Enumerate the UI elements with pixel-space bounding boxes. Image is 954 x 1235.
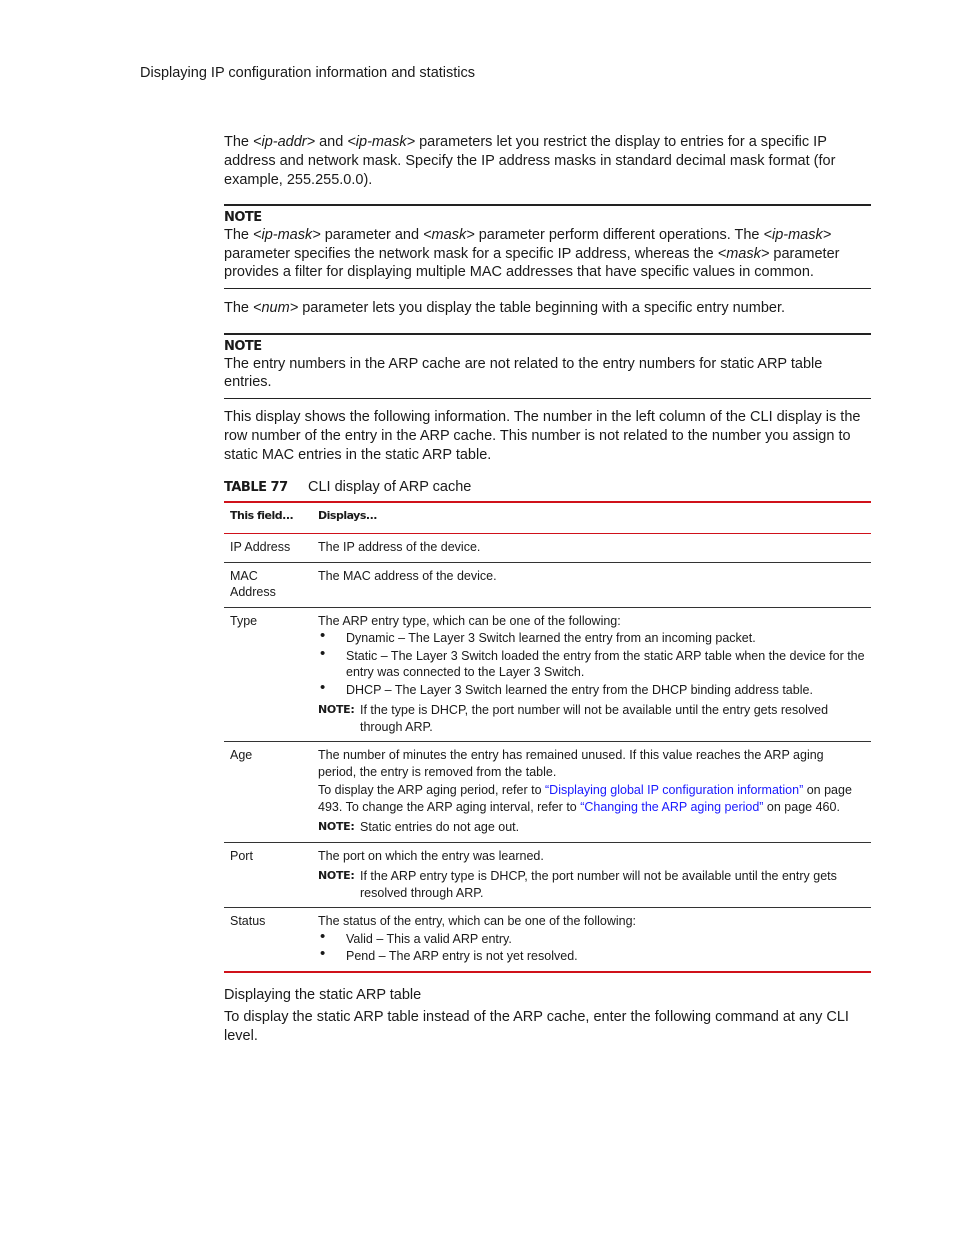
link-changing-arp-aging[interactable]: “Changing the ARP aging period” [580, 799, 764, 814]
inline-note [318, 819, 865, 836]
type-intro: The ARP entry type, which can be one of the following: [318, 613, 621, 628]
list-item: • Valid – This a valid ARP entry. [318, 931, 865, 948]
inline-note-text: If the type is DHCP, the port number will not be available until the entry gets resolved through ARP. [360, 703, 829, 734]
table-row [224, 562, 871, 607]
note-box-mask [224, 204, 871, 289]
field-description [312, 842, 871, 908]
inline-note-text: If the ARP entry type is DHCP, the port number will not be available until the entry gets resolved through ARP. [360, 869, 837, 900]
note-label: NOTE [224, 338, 262, 354]
field-name: IP Address [224, 534, 312, 563]
paragraph-display-info: This display shows the following information. The number in the left column of the CLI display is the row number of the entry in the ARP cache. This number is not related to the number you assign to static MAC entries in the static ARP table. [224, 408, 861, 463]
list-item: • Pend – The ARP entry is not yet resolved. [318, 948, 865, 965]
running-head: Displaying IP configuration information and statistics [140, 65, 476, 81]
inline-note-label: NOTE: [318, 820, 355, 833]
note-label: NOTE [224, 210, 262, 225]
field-name: Port [224, 842, 312, 908]
field-description: The MAC address of the device. [312, 562, 871, 607]
field-description: The IP address of the device. [312, 534, 871, 563]
type-list [318, 630, 865, 698]
inline-note-label: NOTE: [318, 869, 355, 882]
status-intro: The status of the entry, which can be one of the following: [318, 914, 637, 928]
paragraph-ip-params: The <ip-addr> and <ip-mask> parameters let you restrict the display to entries for a specific IP address and network mask. Specify the IP address masks in standard decimal mask format (for example, 255.255.0.0). [224, 134, 836, 188]
section-heading: Displaying the static ARP table [224, 986, 422, 1003]
paragraph-num-param: The <num> parameter lets you display the table beginning with a specific entry number. [224, 299, 785, 316]
age-reference: To display the ARP aging period, refer to “Displaying global IP configuration information” on page 493. To change the ARP aging interval, refer to “Changing the ARP aging period” on page 460. [318, 783, 852, 814]
link-global-ip-config[interactable]: “Displaying global IP configuration information” [545, 783, 804, 797]
note-text: The entry numbers in the ARP cache are not related to the entry numbers for static ARP table entries. [224, 355, 823, 390]
column-header-displays: Displays... [312, 502, 871, 534]
table-header-row [224, 502, 871, 534]
port-intro: The port on which the entry was learned. [318, 848, 544, 863]
list-item: • Static – The Layer 3 Switch loaded the entry from the static ARP table when the device for the entry was connected to the Layer 3 Switch. [318, 648, 865, 681]
table-row [224, 607, 871, 742]
field-name: MAC Address [224, 562, 312, 607]
column-header-field: This field... [224, 502, 312, 534]
table-row [224, 742, 871, 843]
field-description [312, 908, 871, 972]
page-content [224, 133, 871, 1046]
note-text: The <ip-mask> parameter and <mask> parameter perform different operations. The <ip-mask> parameter specifies the network mask for a specific IP address, whereas the <mask> parameter provides a filter for displaying multiple MAC addresses that have specific values in common. [224, 227, 840, 280]
inline-note [318, 868, 865, 901]
field-name: Status [224, 908, 312, 972]
list-item: • Dynamic – The Layer 3 Switch learned the entry from an incoming packet. [318, 630, 865, 647]
table-number: TABLE 77 [224, 479, 288, 495]
table-row [224, 908, 871, 972]
table-caption [224, 478, 871, 497]
note-box-entry-numbers [224, 333, 871, 399]
field-description [312, 607, 871, 742]
status-list [318, 931, 865, 965]
field-description [312, 742, 871, 843]
inline-note [318, 702, 865, 735]
age-intro: The number of minutes the entry has remained unused. If this value reaches the ARP aging period, the entry is removed from the table. [318, 748, 824, 779]
inline-note-label: NOTE: [318, 703, 355, 716]
arp-cache-table [224, 501, 871, 973]
table-row [224, 534, 871, 563]
field-name: Age [224, 742, 312, 843]
field-name: Type [224, 607, 312, 742]
table-row [224, 842, 871, 908]
list-item: • DHCP – The Layer 3 Switch learned the entry from the DHCP binding address table. [318, 682, 865, 699]
inline-note-text: Static entries do not age out. [360, 820, 520, 834]
table-title: CLI display of ARP cache [308, 478, 472, 495]
paragraph-static-arp: To display the static ARP table instead of the ARP cache, enter the following command at any CLI level. [224, 1008, 849, 1044]
